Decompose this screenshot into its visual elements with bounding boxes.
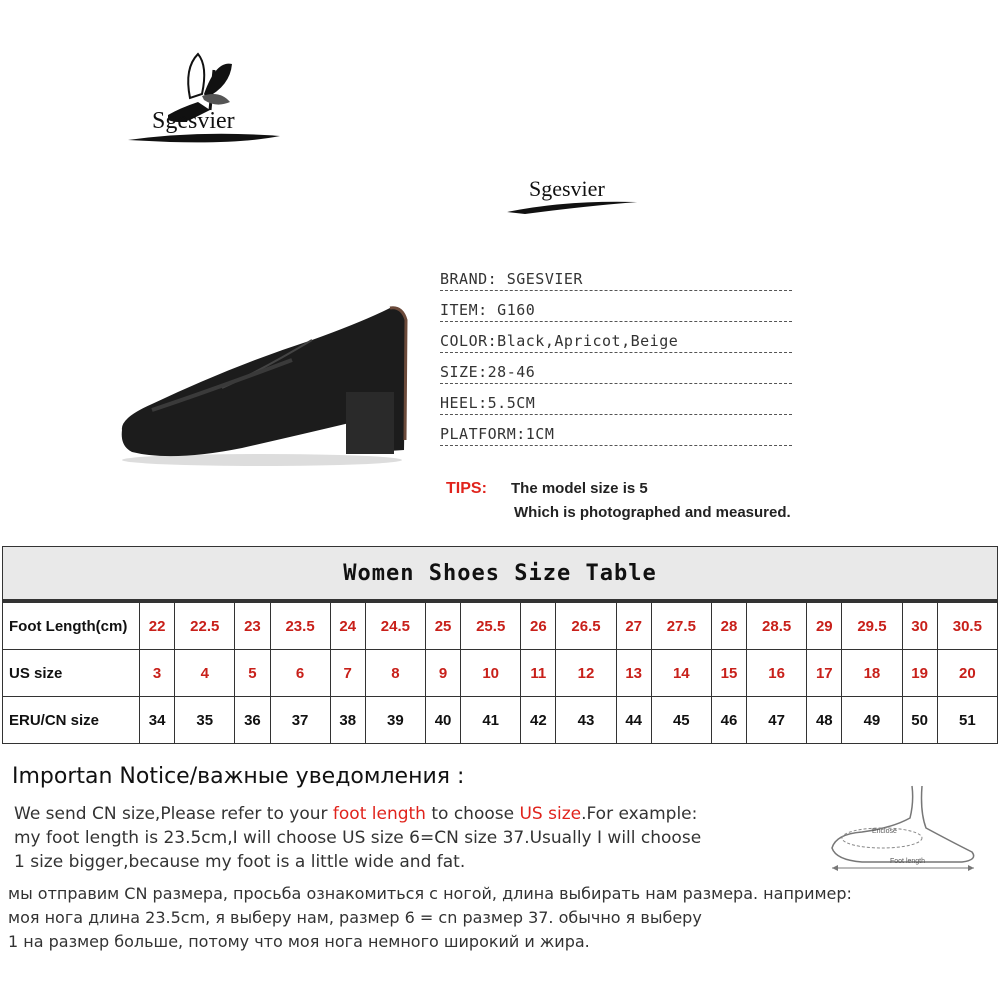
size-cell-eu-cn-size: 50 [902, 697, 937, 744]
notice-en-line-2: my foot length is 23.5cm,I will choose US size 6=CN size 37.Usually I will choose [14, 828, 702, 848]
table-row [3, 601, 998, 650]
size-cell-eu-cn-size: 40 [425, 697, 460, 744]
size-cell-eu-cn-size: 51 [937, 697, 997, 744]
size-cell-foot-length: 27.5 [651, 601, 711, 650]
highlight-us-size: US size [519, 804, 582, 824]
size-cell-us-size: 10 [461, 650, 521, 697]
foot-diagram [822, 782, 990, 874]
table-row [3, 650, 998, 697]
foot-length-label: Foot length [890, 858, 926, 865]
size-cell-us-size: 14 [651, 650, 711, 697]
spec-heel: HEEL:5.5CM [440, 392, 792, 415]
table-row [3, 697, 998, 744]
small-logo-brand-name: Sgesvier [529, 176, 605, 201]
small-brand-logo [505, 170, 640, 220]
size-cell-foot-length: 22 [140, 601, 175, 650]
size-cell-eu-cn-size: 34 [140, 697, 175, 744]
size-cell-eu-cn-size: 39 [365, 697, 425, 744]
notice-en-line-3: 1 size bigger,because my foot is a little wide and fat. [14, 852, 466, 872]
size-table [2, 546, 998, 744]
tips-label: TIPS: [446, 480, 487, 497]
size-cell-eu-cn-size: 46 [711, 697, 746, 744]
size-cell-us-size: 20 [937, 650, 997, 697]
enclose-label: Enclose [872, 828, 897, 835]
size-cell-foot-length: 23 [235, 601, 270, 650]
size-cell-us-size: 4 [175, 650, 235, 697]
black-pump-shoe-icon [112, 300, 412, 475]
tips-line-2: Which is photographed and measured. [514, 504, 791, 521]
size-cell-us-size: 11 [521, 650, 556, 697]
size-table-title: Women Shoes Size Table [3, 547, 998, 602]
size-cell-foot-length: 24 [330, 601, 365, 650]
size-cell-foot-length: 26.5 [556, 601, 616, 650]
product-image [112, 300, 412, 475]
size-cell-eu-cn-size: 36 [235, 697, 270, 744]
notice-ru-line-3: 1 на размер больше, потому что моя нога немного широкий и жира. [8, 932, 590, 951]
size-cell-foot-length: 22.5 [175, 601, 235, 650]
size-cell-foot-length: 27 [616, 601, 651, 650]
size-cell-foot-length: 29.5 [842, 601, 902, 650]
size-cell-eu-cn-size: 49 [842, 697, 902, 744]
size-cell-eu-cn-size: 35 [175, 697, 235, 744]
notice-title: Importan Notice/важные уведомления : [12, 764, 465, 789]
size-cell-foot-length: 26 [521, 601, 556, 650]
spec-item: ITEM: G160 [440, 299, 792, 322]
size-cell-foot-length: 30 [902, 601, 937, 650]
size-cell-eu-cn-size: 48 [807, 697, 842, 744]
size-cell-us-size: 9 [425, 650, 460, 697]
row-label-us-size: US size [3, 650, 140, 697]
spec-size: SIZE:28-46 [440, 361, 792, 384]
size-cell-foot-length: 28 [711, 601, 746, 650]
notice-en-text: .For example: [581, 804, 698, 824]
spec-brand: BRAND: SGESVIER [440, 268, 792, 291]
size-cell-foot-length: 28.5 [747, 601, 807, 650]
logo-brand-name: Sgesvier [152, 108, 235, 134]
size-cell-foot-length: 23.5 [270, 601, 330, 650]
size-cell-foot-length: 30.5 [937, 601, 997, 650]
size-cell-foot-length: 25 [425, 601, 460, 650]
logo-swoosh-icon [505, 196, 640, 216]
size-cell-us-size: 18 [842, 650, 902, 697]
row-label-eu-cn-size: ERU/CN size [3, 697, 140, 744]
notice-ru-line-1: мы отправим CN размера, просьба ознакомиться с ногой, длина выбирать нам размера. например: [8, 884, 852, 903]
size-cell-eu-cn-size: 44 [616, 697, 651, 744]
size-cell-eu-cn-size: 47 [747, 697, 807, 744]
notice-ru-line-2: моя нога длина 23.5cm, я выберу нам, размер 6 = cn размер 37. обычно я выберу [8, 908, 702, 927]
size-cell-eu-cn-size: 45 [651, 697, 711, 744]
notice-en-text: We send CN size,Please refer to your [14, 804, 333, 824]
tips-line-1: The model size is 5 [511, 480, 648, 497]
spec-color: COLOR:Black,Apricot,Beige [440, 330, 792, 353]
notice-en-text: to choose [425, 804, 520, 824]
highlight-foot-length: foot length [332, 804, 426, 824]
size-cell-eu-cn-size: 38 [330, 697, 365, 744]
size-cell-us-size: 12 [556, 650, 616, 697]
size-cell-us-size: 16 [747, 650, 807, 697]
size-cell-us-size: 17 [807, 650, 842, 697]
size-cell-eu-cn-size: 42 [521, 697, 556, 744]
notice-en-line-1 [14, 804, 697, 824]
size-cell-eu-cn-size: 43 [556, 697, 616, 744]
size-cell-foot-length: 24.5 [365, 601, 425, 650]
spec-platform: PLATFORM:1CM [440, 423, 792, 446]
size-cell-foot-length: 29 [807, 601, 842, 650]
size-cell-us-size: 13 [616, 650, 651, 697]
size-cell-us-size: 6 [270, 650, 330, 697]
size-cell-us-size: 7 [330, 650, 365, 697]
size-cell-us-size: 5 [235, 650, 270, 697]
butterfly-heel-icon [120, 40, 290, 160]
size-cell-eu-cn-size: 37 [270, 697, 330, 744]
size-cell-foot-length: 25.5 [461, 601, 521, 650]
size-cell-us-size: 3 [140, 650, 175, 697]
size-cell-eu-cn-size: 41 [461, 697, 521, 744]
size-cell-us-size: 15 [711, 650, 746, 697]
size-cell-us-size: 8 [365, 650, 425, 697]
brand-logo [120, 40, 290, 160]
size-cell-us-size: 19 [902, 650, 937, 697]
row-label-foot-length: Foot Length(cm) [3, 601, 140, 650]
